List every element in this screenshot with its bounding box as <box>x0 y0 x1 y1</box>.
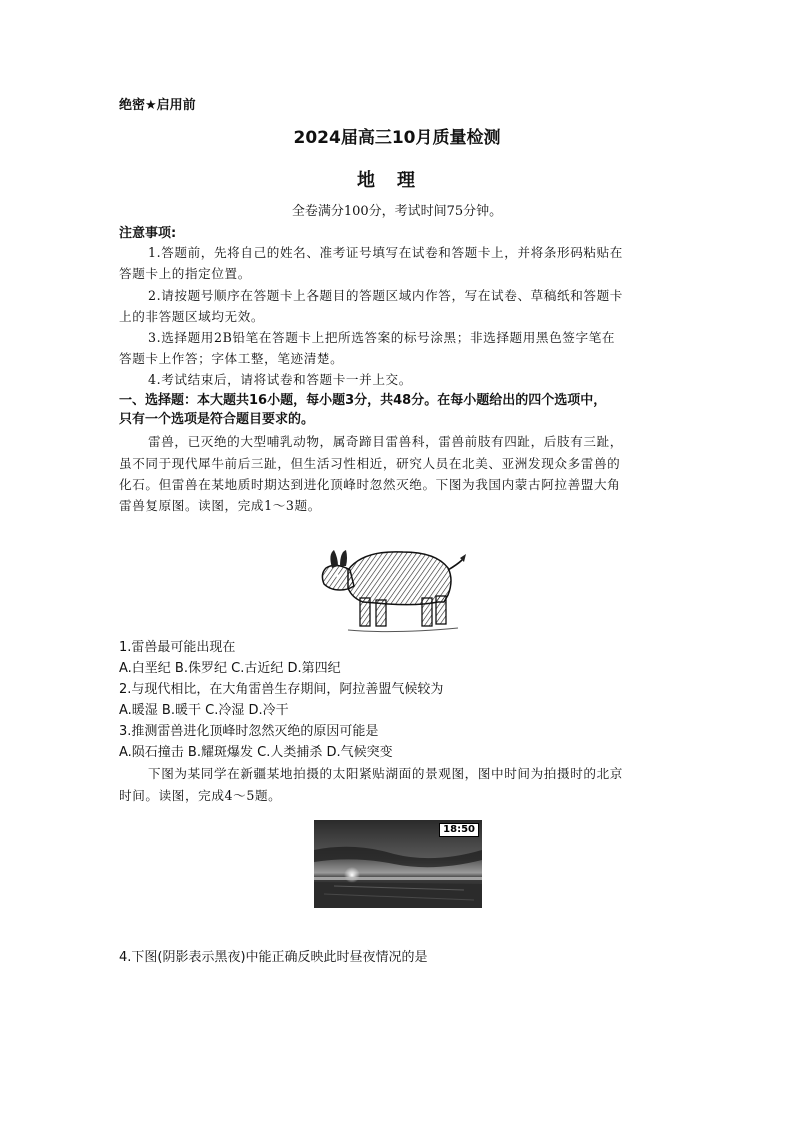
notice-line: 答题卡上作答；字体工整，笔迹清楚。 <box>119 351 344 366</box>
exam-title: 2024届高三10月质量检测 <box>293 128 501 148</box>
passage-line: 化石。但雷兽在某地质时期达到进化顶峰时忽然灭绝。下图为我国内蒙古阿拉善盟大角 <box>119 477 621 492</box>
brontothere-image <box>318 540 468 636</box>
section-heading: 一、选择题：本大题共16小题，每小题3分，共48分。在每小题给出的四个选项中， <box>119 393 607 408</box>
notice-line: 答题卡上的指定位置。 <box>119 266 251 281</box>
notice-line: 上的非答题区域均无效。 <box>119 309 265 324</box>
photo-time-label: 18:50 <box>439 823 479 837</box>
passage-line: 雷兽复原图。读图，完成1～3题。 <box>119 498 321 513</box>
brontothere-illustration <box>318 540 468 636</box>
notice-line: 4.考试结束后，请将试卷和答题卡一并上交。 <box>148 372 412 387</box>
subject-title: 地理 <box>357 170 437 191</box>
secret-label: 绝密★启用前 <box>119 98 196 113</box>
passage-line: 虽不同于现代犀牛前后三趾，但生活习性相近，研究人员在北美、亚洲发现众多雷兽的 <box>119 456 621 471</box>
notice-line: 3.选择题用2B铅笔在答题卡上把所选答案的标号涂黑；非选择题用黑色签字笔在 <box>148 330 616 345</box>
question-stem: 4.下图(阴影表示黑夜)中能正确反映此时昼夜情况的是 <box>119 950 428 965</box>
passage-line: 雷兽，已灭绝的大型哺乳动物，属奇蹄目雷兽科，雷兽前肢有四趾，后肢有三趾， <box>148 434 623 449</box>
sunset-lake-photo <box>314 820 482 908</box>
question-options: A.陨石撞击 B.耀斑爆发 C.人类捕杀 D.气候突变 <box>119 745 393 760</box>
notice-heading: 注意事项: <box>119 226 177 241</box>
section-heading: 只有一个选项是符合题目要求的。 <box>119 412 315 427</box>
notice-line: 2.请按题号顺序在答题卡上各题目的答题区域内作答，写在试卷、草稿纸和答题卡 <box>148 288 623 303</box>
notice-line: 1.答题前，先将自己的姓名、准考证号填写在试卷和答题卡上，并将条形码粘贴在 <box>148 245 623 260</box>
question-stem: 3.推测雷兽进化顶峰时忽然灭绝的原因可能是 <box>119 724 379 739</box>
exam-info: 全卷满分100分，考试时间75分钟。 <box>291 204 503 219</box>
question-options: A.暖湿 B.暖干 C.冷湿 D.冷干 <box>119 703 289 718</box>
question-stem: 2.与现代相比，在大角雷兽生存期间，阿拉善盟气候较为 <box>119 682 444 697</box>
question-stem: 1.雷兽最可能出现在 <box>119 640 236 655</box>
passage-line: 下图为某同学在新疆某地拍摄的太阳紧贴湖面的景观图，图中时间为拍摄时的北京 <box>148 766 623 781</box>
passage-line: 时间。读图，完成4～5题。 <box>119 788 282 803</box>
question-options: A.白垩纪 B.侏罗纪 C.古近纪 D.第四纪 <box>119 661 341 676</box>
